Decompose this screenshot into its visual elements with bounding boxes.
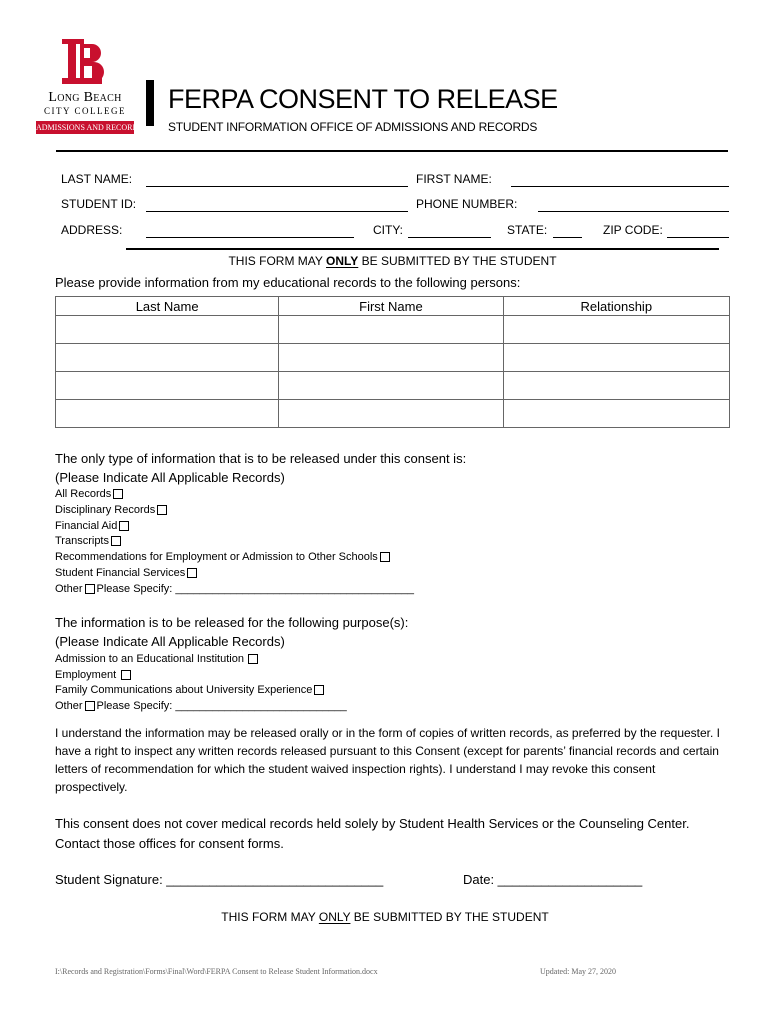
option-financial-aid bbox=[55, 520, 129, 532]
other-records-specify[interactable]: Please Specify: _______________________________________ bbox=[96, 583, 414, 595]
info-types-instruction: (Please Indicate All Applicable Records) bbox=[55, 470, 285, 485]
option-transcripts bbox=[55, 535, 121, 547]
other-purpose-specify[interactable]: Please Specify: ____________________________ bbox=[96, 700, 347, 712]
notice-emphasis: ONLY bbox=[318, 910, 351, 924]
disciplinary-records-checkbox[interactable] bbox=[157, 505, 167, 515]
last-name-label: LAST NAME: bbox=[61, 172, 133, 186]
student-id-field[interactable] bbox=[146, 211, 408, 212]
fields-divider bbox=[126, 248, 719, 250]
purposes-instruction: (Please Indicate All Applicable Records) bbox=[55, 634, 285, 649]
option-employment bbox=[55, 669, 131, 681]
state-label: STATE: bbox=[507, 223, 548, 237]
logo-department-banner: ADMISSIONS AND RECORDS bbox=[36, 123, 143, 132]
table-cell[interactable] bbox=[56, 344, 279, 372]
page-title: FERPA CONSENT TO RELEASE bbox=[168, 84, 558, 114]
submission-notice-top bbox=[55, 254, 730, 268]
option-other-purpose bbox=[55, 700, 347, 712]
persons-table bbox=[55, 296, 730, 428]
first-name-label: FIRST NAME: bbox=[416, 172, 492, 186]
financial-aid-checkbox[interactable] bbox=[119, 521, 129, 531]
address-field[interactable] bbox=[146, 237, 354, 238]
phone-number-label: PHONE NUMBER: bbox=[416, 197, 518, 211]
option-label: Financial Aid bbox=[55, 520, 118, 532]
table-cell[interactable] bbox=[503, 372, 729, 400]
info-types-heading: The only type of information that is to be released under this consent is: bbox=[55, 451, 467, 466]
table-row bbox=[56, 400, 730, 428]
table-cell[interactable] bbox=[56, 400, 279, 428]
notice-text-after: BE SUBMITTED BY THE STUDENT bbox=[350, 910, 549, 924]
page-subtitle: STUDENT INFORMATION OFFICE OF ADMISSIONS AND RECORDS bbox=[168, 120, 538, 134]
first-name-field[interactable] bbox=[511, 186, 729, 187]
recommendations-checkbox[interactable] bbox=[380, 552, 390, 562]
table-row bbox=[56, 316, 730, 344]
table-cell[interactable] bbox=[503, 316, 729, 344]
table-cell[interactable] bbox=[503, 400, 729, 428]
column-header-first-name: First Name bbox=[279, 297, 503, 316]
lbcc-logo-icon bbox=[58, 36, 110, 88]
last-name-field[interactable] bbox=[146, 186, 408, 187]
footer-file-path: I:\Records and Registration\Forms\Final\Word\FERPA Consent to Release Student Information.docx bbox=[55, 967, 378, 976]
medical-records-note: This consent does not cover medical records held solely by Student Health Services or the Counseling Center. Contact those offices for consent forms. bbox=[55, 816, 690, 851]
all-records-checkbox[interactable] bbox=[113, 489, 123, 499]
column-header-last-name: Last Name bbox=[56, 297, 279, 316]
consent-statement: I understand the information may be released orally or in the form of copies of written records, as preferred by the requester. I have a right to inspect any written records released pursuant to this Consent (except for parents’ financial records and certain letters of recommendation for which the student waived inspection rights). I understand I may revoke this consent prospectively. bbox=[55, 726, 721, 794]
logo-college-name: Long Beach bbox=[48, 90, 122, 105]
footer-updated-date: Updated: May 27, 2020 bbox=[540, 967, 616, 976]
option-student-financial-services bbox=[55, 567, 197, 579]
notice-text-after: BE SUBMITTED BY THE STUDENT bbox=[358, 254, 557, 268]
phone-number-field[interactable] bbox=[538, 211, 729, 212]
family-communications-checkbox[interactable] bbox=[314, 685, 324, 695]
notice-text-before: THIS FORM MAY bbox=[221, 910, 319, 924]
student-id-label: STUDENT ID: bbox=[61, 197, 137, 211]
table-cell[interactable] bbox=[56, 372, 279, 400]
persons-intro: Please provide information from my educational records to the following persons: bbox=[55, 275, 521, 290]
table-cell[interactable] bbox=[503, 344, 729, 372]
option-label: Disciplinary Records bbox=[55, 504, 156, 516]
option-label: Transcripts bbox=[55, 535, 109, 547]
table-cell[interactable] bbox=[56, 316, 279, 344]
option-family-communications bbox=[55, 684, 324, 696]
option-label: Other bbox=[55, 700, 83, 712]
purposes-heading: The information is to be released for the following purpose(s): bbox=[55, 615, 409, 630]
address-label: ADDRESS: bbox=[61, 223, 123, 237]
other-purpose-checkbox[interactable] bbox=[85, 701, 95, 711]
student-signature-field[interactable]: Student Signature: ______________________________ bbox=[55, 872, 384, 887]
option-all-records bbox=[55, 488, 123, 500]
city-field[interactable] bbox=[408, 237, 491, 238]
table-cell[interactable] bbox=[279, 372, 503, 400]
option-recommendations bbox=[55, 551, 390, 563]
admission-checkbox[interactable] bbox=[248, 654, 258, 664]
table-cell[interactable] bbox=[279, 400, 503, 428]
logo-college-subname: CITY COLLEGE bbox=[44, 106, 126, 116]
notice-emphasis: ONLY bbox=[326, 254, 359, 268]
title-accent-bar bbox=[146, 80, 154, 126]
option-label: Admission to an Educational Institution bbox=[55, 653, 244, 665]
option-label: Student Financial Services bbox=[55, 567, 186, 579]
option-label: Employment bbox=[55, 669, 117, 681]
option-other-records bbox=[55, 583, 414, 595]
table-cell[interactable] bbox=[279, 344, 503, 372]
option-label: Recommendations for Employment or Admission to Other Schools bbox=[55, 551, 378, 563]
transcripts-checkbox[interactable] bbox=[111, 536, 121, 546]
submission-notice-bottom bbox=[55, 910, 715, 924]
other-records-checkbox[interactable] bbox=[85, 584, 95, 594]
option-label: Family Communications about University Experience bbox=[55, 684, 313, 696]
table-row bbox=[56, 372, 730, 400]
option-label: Other bbox=[55, 583, 83, 595]
zip-code-field[interactable] bbox=[667, 237, 729, 238]
zip-code-label: ZIP CODE: bbox=[603, 223, 663, 237]
option-disciplinary-records bbox=[55, 504, 167, 516]
table-row bbox=[56, 344, 730, 372]
column-header-relationship: Relationship bbox=[503, 297, 729, 316]
table-cell[interactable] bbox=[279, 316, 503, 344]
date-field[interactable]: Date: ____________________ bbox=[463, 872, 643, 887]
header-divider bbox=[56, 150, 728, 152]
option-admission bbox=[55, 653, 258, 665]
student-financial-services-checkbox[interactable] bbox=[187, 568, 197, 578]
notice-text-before: THIS FORM MAY bbox=[228, 254, 327, 268]
city-label: CITY: bbox=[373, 223, 404, 237]
state-field[interactable] bbox=[553, 237, 582, 238]
option-label: All Records bbox=[55, 488, 112, 500]
employment-checkbox[interactable] bbox=[121, 670, 131, 680]
